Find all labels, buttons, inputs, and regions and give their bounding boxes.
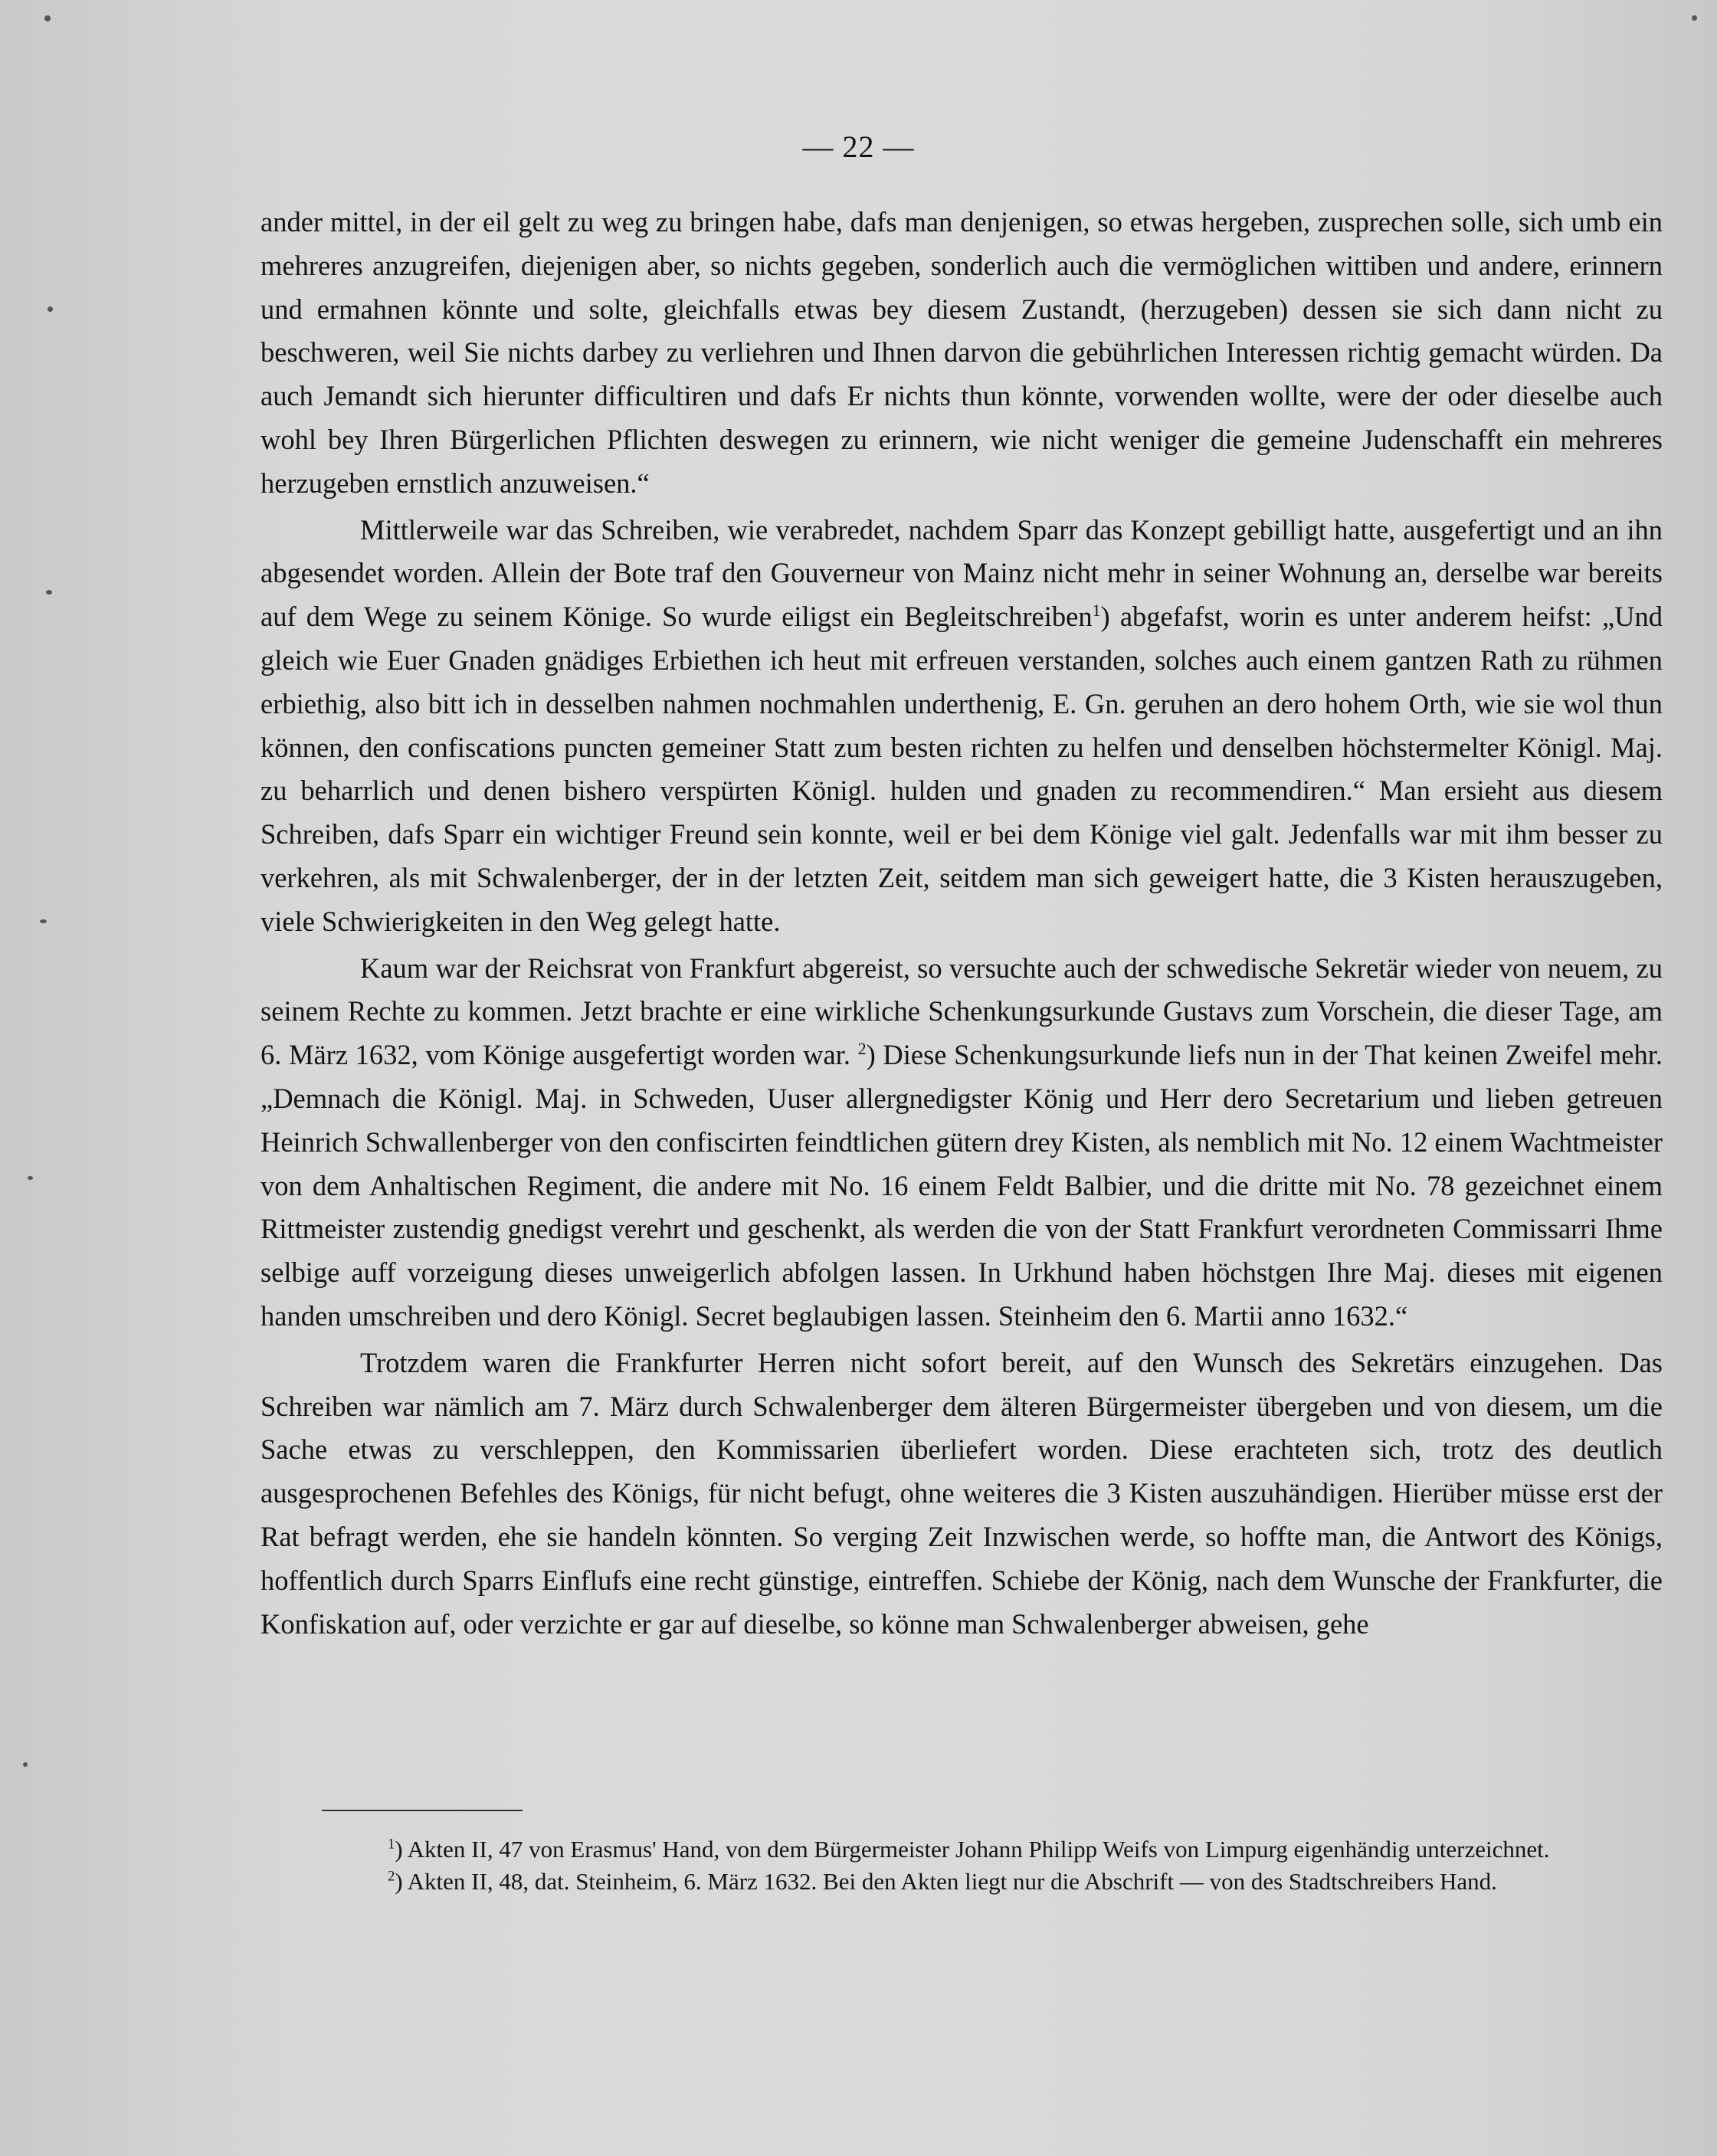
paragraph-text: Kaum war der Reichsrat von Frankfurt abgereist, so versuchte auch der schwedische Sekretär wieder von neuem, zu seinem Rechte zu kommen. Jetzt brachte er eine wirkliche Schenkungsurkunde Gustavs zum Vorschein, die dieser Tage, am 6. März 1632, vom Könige ausgefertigt worden war. bbox=[260, 952, 1663, 1071]
paragraph-text: ) abgefafst, worin es unter anderem heifst: „Und gleich wie Euer Gnaden gnädiges Erbiethen ich heut mit erfreuen verstanden, solches auch einem gantzen Rath zu rühmen erbiethig, also bitt ich in desselben nahmen nochmahlen underthenig, E. Gn. geruhen an dero hohem Orth, wie sie wol thun können, den confiscations puncten gemeiner Statt zum besten richten zu helfen und denselben höchstermelter Königl. Maj. zu beharrlich und denen bishero verspürten Königl. hulden und gnaden zu recommendiren.“ Man ersieht aus diesem Schreiben, dafs Sparr ein wichtiger Freund sein konnte, weil er bei dem Könige viel galt. Jedenfalls war mit ihm besser zu verkehren, als mit Schwalenberger, der in der letzten Zeit, seitdem man sich geweigert hatte, die 3 Kisten herauszugeben, viele Schwierigkeiten in den Weg gelegt hatte. bbox=[260, 601, 1663, 937]
page-number: — 22 — bbox=[802, 129, 915, 164]
scan-speck bbox=[1692, 15, 1697, 21]
paragraph-schenkungsurkunde bbox=[260, 947, 1663, 1338]
footnote-marker: 2 bbox=[388, 1868, 395, 1885]
scan-speck bbox=[23, 1762, 28, 1767]
paragraph-text: Mittlerweile war das Schreiben, wie verabredet, nachdem Sparr das Konzept gebilligt hatte, ausgefertigt und an ihn abgesendet worden. Allein der Bote traf den Gouverneur von Mainz nicht mehr in seiner Wohnung an, derselbe war bereits auf dem Wege zu seinem Könige. So wurde eiligst ein Begleitschreiben bbox=[260, 513, 1663, 633]
scan-speck bbox=[48, 306, 53, 312]
footnote-marker: 1 bbox=[388, 1836, 395, 1853]
footnote-divider bbox=[322, 1810, 523, 1811]
footnote-text: ) Akten II, 48, dat. Steinheim, 6. März 1632. Bei den Akten liegt nur die Abschrift — von des Stadtschreibers Hand. bbox=[395, 1868, 1497, 1895]
scan-speck bbox=[44, 15, 51, 21]
paragraph-trotzdem: Trotzdem waren die Frankfurter Herren nicht sofort bereit, auf den Wunsch des Sekretärs einzugehen. Das Schreiben war nämlich am 7. März durch Schwalenberger dem älteren Bürgermeister übergeben und von diesem, um die Sache etwas zu verschleppen, den Kommissarien überliefert worden. Diese erachteten sich, trotz des deutlich ausgesprochenen Befehles des Königs, für nicht befugt, ohne weiteres die 3 Kisten auszuhändigen. Hierüber müsse erst der Rat befragt werden, ehe sie handeln könnten. So verging Zeit Inzwischen werde, so hoffte man, die Antwort des Königs, hoffentlich durch Sparrs Einflufs eine recht günstige, eintreffen. Schiebe der König, nach dem Wunsche der Frankfurter, die Konfiskation auf, oder verzichte er gar auf dieselbe, so könne man Schwalenberger abweisen, gehe bbox=[260, 1346, 1663, 1640]
paragraph-sparr bbox=[260, 509, 1663, 944]
footnote-1 bbox=[273, 1835, 1663, 1864]
paragraph-text: ) Diese Schenkungsurkunde liefs nun in der That keinen Zweifel mehr. „Demnach die Königl. Maj. in Schweden, Uuser allergnedigster König und Herr dero Secretarium und lieben getreuen Heinrich Schwallenberger von den confiscirten feindtlichen gütern drey Kisten, als nemblich mit No. 12 einem Wachtmeister von dem Anhaltischen Regiment, die andere mit No. 16 einem Feldt Balbier, und die dritte mit No. 78 gezeichnet einem Rittmeister zustendig gnedigst verehrt und geschenkt, als werden die von der Statt Frankfurt verordneten Commissarri Ihme selbige auff vorzeigung dieses unweigerlich abfolgen lassen. In Urkhund haben höchstgen Ihre Maj. dieses mit eigenen handen umschreiben und dero Königl. Secret beglaubigen lassen. Steinheim den 6. Martii anno 1632.“ bbox=[260, 1039, 1663, 1332]
scan-speck bbox=[40, 919, 47, 923]
footnote-2 bbox=[273, 1867, 1663, 1896]
main-text bbox=[260, 201, 1663, 1646]
footnote-text: ) Akten II, 47 von Erasmus' Hand, von dem Bürgermeister Johann Philipp Weifs von Limpurg eigenhändig unterzeichnet. bbox=[395, 1836, 1550, 1863]
paragraph-continuation: ander mittel, in der eil gelt zu weg zu bringen habe, dafs man denjenigen, so etwas hergeben, zusprechen solle, sich umb ein mehreres anzugreifen, diejenigen aber, so nichts gegeben, sonderlich auch die vermöglichen wittiben und andere, erinnern und ermahnen könnte und solte, gleichfalls etwas bey diesem Zustandt, (herzugeben) dessen sie sich dann nicht zu beschweren, weil Sie nichts darbey zu verliehren und Ihnen darvon die gebührlichen Interessen richtig gemacht würden. Da auch Jemandt sich hierunter difficultiren und dafs Er nichts thun könnte, vorwenden wollte, were der oder dieselbe auch wohl bey Ihren Bürgerlichen Pflichten deswegen zu erinnern, wie nicht weniger die gemeine Judenschafft ein mehreres herzugeben ernstlich anzuweisen.“ bbox=[260, 206, 1663, 499]
footnotes bbox=[273, 1835, 1663, 1899]
footnote-reference: 1 bbox=[1092, 601, 1101, 621]
scan-speck bbox=[28, 1176, 33, 1180]
scan-speck bbox=[46, 590, 52, 595]
footnote-reference: 2 bbox=[857, 1038, 867, 1058]
